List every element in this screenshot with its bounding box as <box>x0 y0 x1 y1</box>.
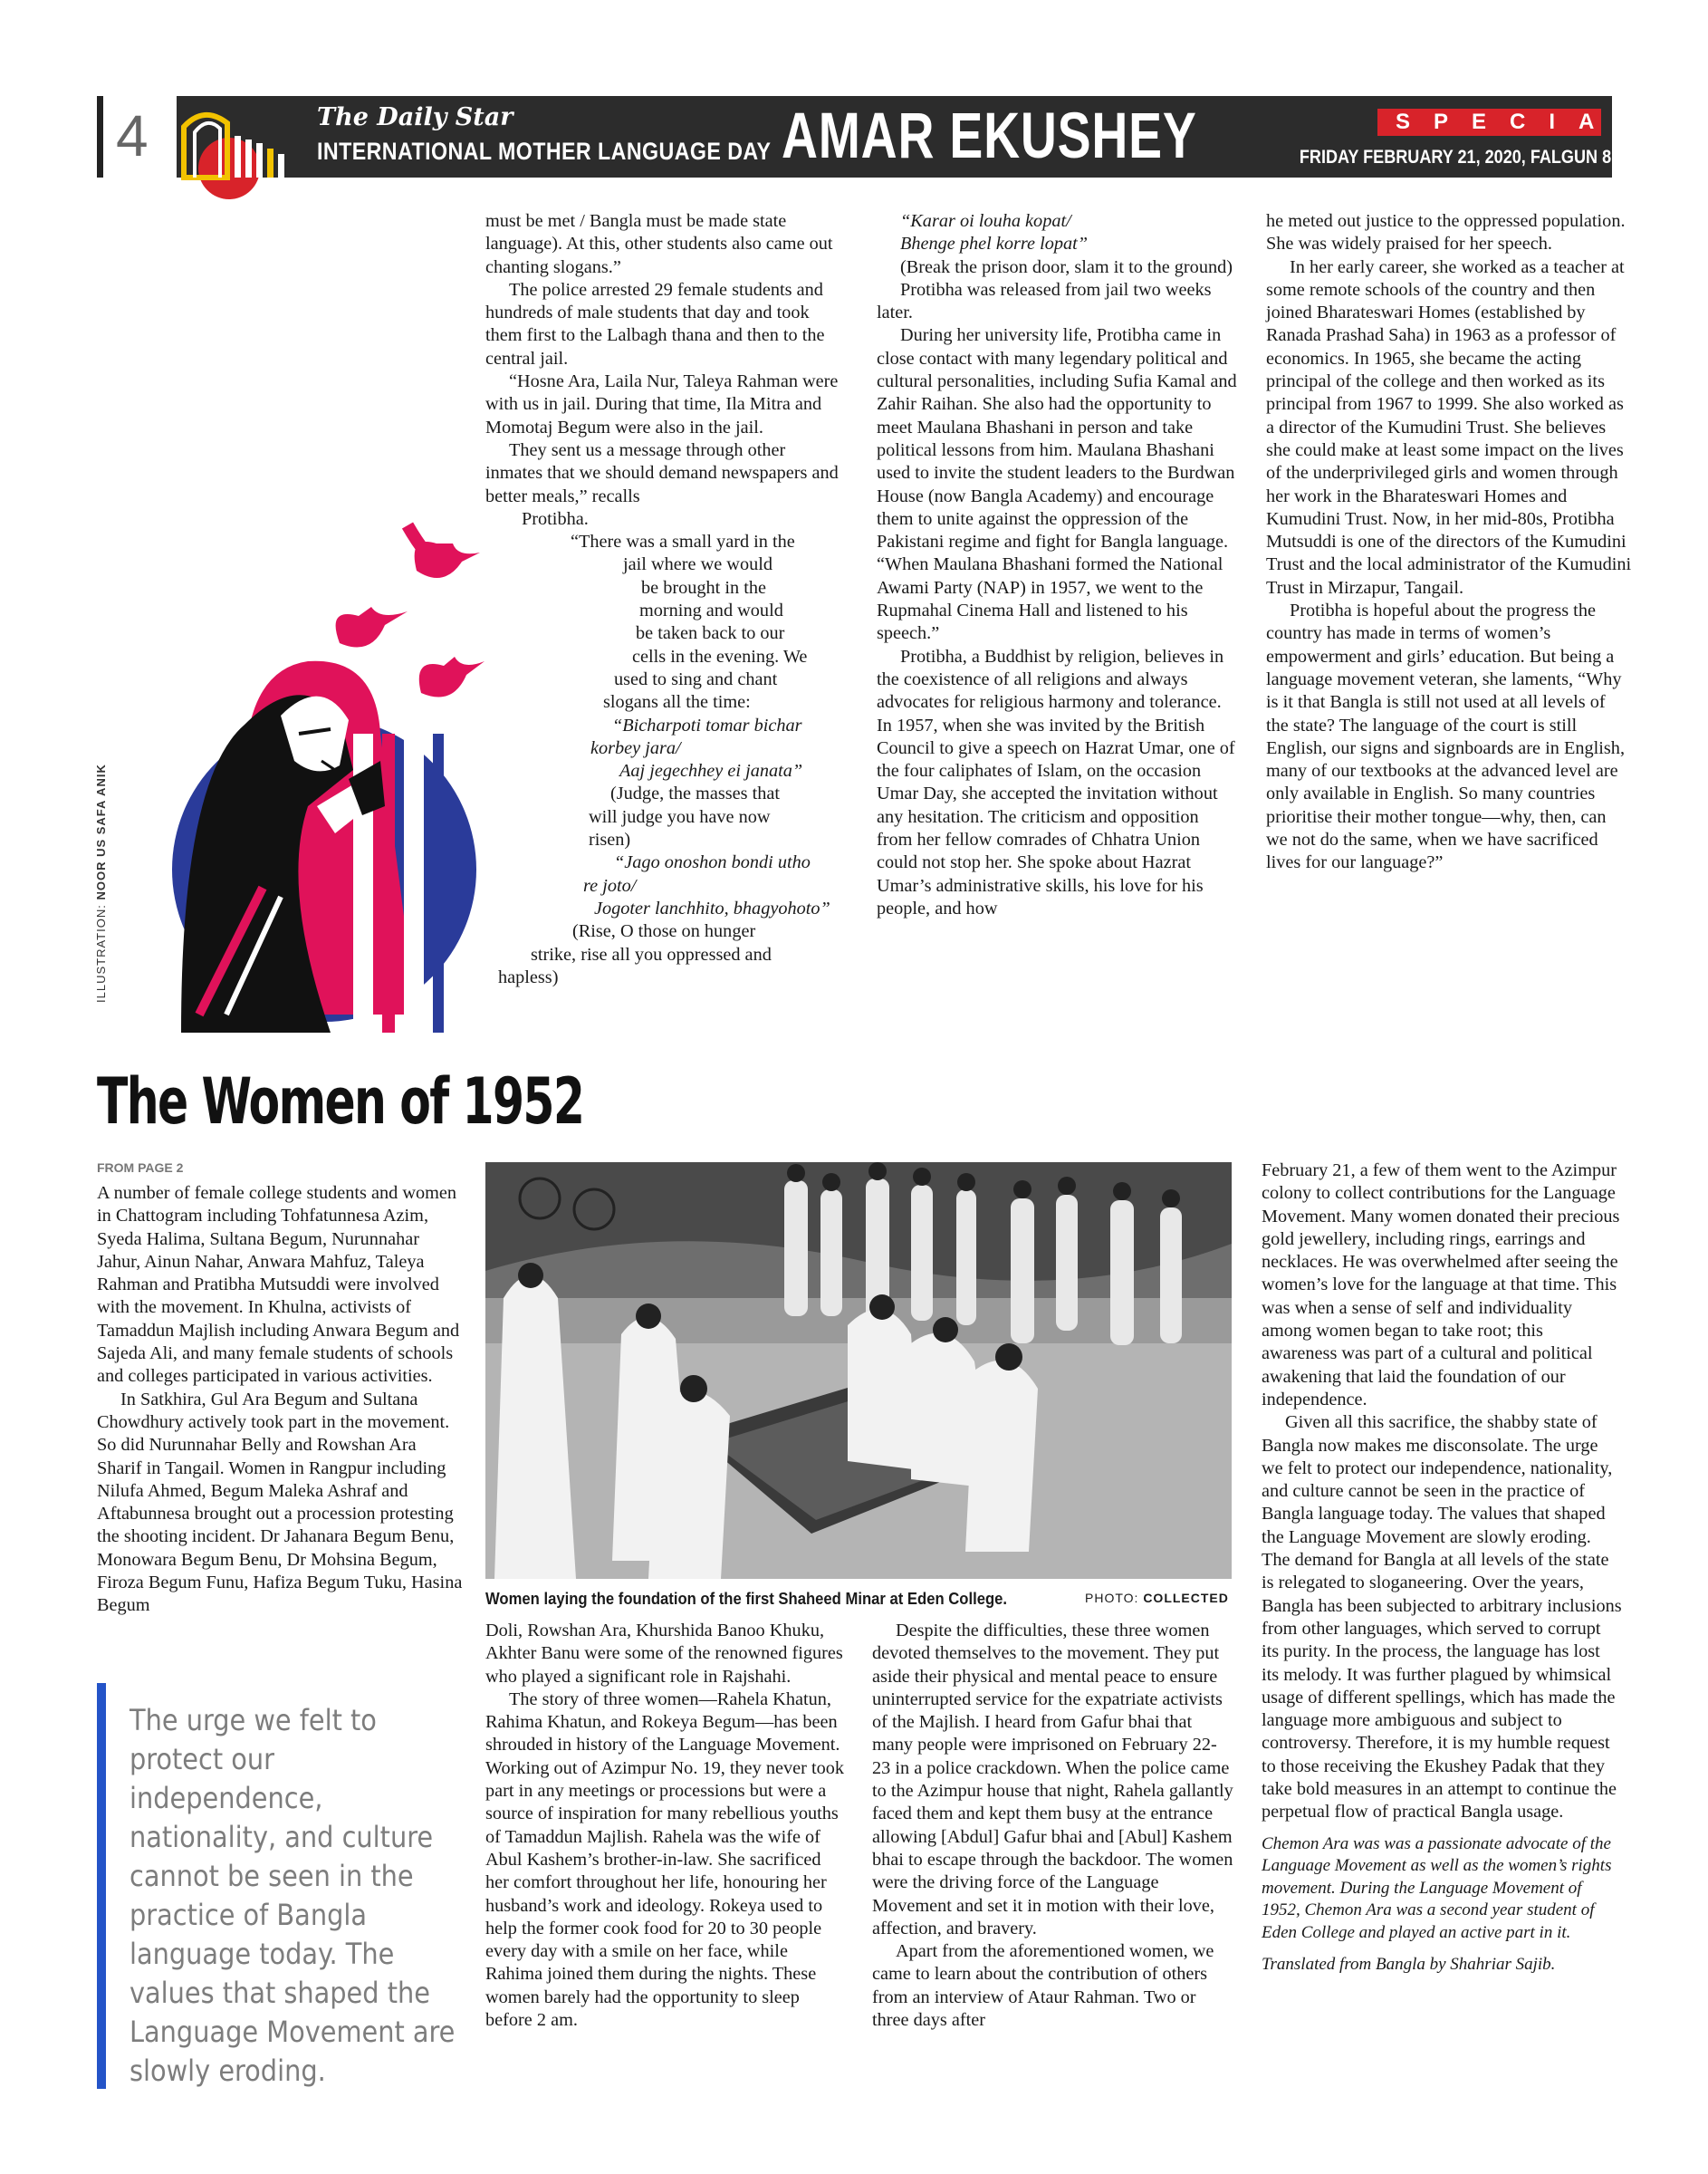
paragraph: In her early career, she worked as a teacher at some remote schools of the country and then joined Bharateswari Homes (established by Ranada Prashad Saha) in 1963 as a professor of economics. In 1965, she became the acting principal of the college and then worked as its principal from 1967 to 1999. She also worked as a director of the Kumudini Trust. She believes she could make at least some impact on the lives of the underprivileged girls and women through her work in the Bharateswari Homes and Kumudini Trust. Now, in her mid-80s, Protibha Mutsuddi is one of the directors of the Kumudini Trust and the local administrator of the Kumudini Trust in Mirzapur, Tangail. <box>1266 256 1632 598</box>
special-badge: SPECIAL <box>1377 109 1601 136</box>
headline: The Women of 1952 <box>97 1064 584 1139</box>
text-line: “Jago onoshon bondi utho <box>614 852 811 873</box>
article-column-4 <box>1262 1159 1622 1976</box>
text-line: jail where we would <box>623 554 773 575</box>
paragraph: (Break the prison door, slam it to the ground) <box>900 256 1233 277</box>
paragraph: “Hosne Ara, Laila Nur, Taleya Rahman were with us in jail. During that time, Ila Mitra and Momotaj Begum were also in the jail. <box>485 371 839 438</box>
paragraph: Protibha was released from jail two weeks later. <box>877 279 1212 323</box>
shaheed-minar-logo <box>177 96 303 178</box>
top-column-2 <box>877 210 1239 920</box>
paragraph: During her university life, Protibha came in close contact with many legendary political and cultural personalities, including Sufia Kamal and Zahir Raihan. She also had the opportunity to meet Maulana Bhashani in person and take political lessons from him. Maulana Bhashani used to invite the student leaders to the Burdwan House (now Bangla Academy) and encourage them to unite against the oppression of the Pakistani regime and fight for Bangla language. “When Maulana Bhashani formed the National Awami Party (NAP) in 1957, we went to the Rupmahal Cinema Hall and listened to his speech.” <box>877 325 1237 644</box>
text-line: Jogoter lanchhito, bhagyohoto” <box>594 898 830 919</box>
paragraph: he meted out justice to the oppressed population. She was widely praised for her speech. <box>1266 211 1626 255</box>
article-column-1 <box>97 1182 463 1618</box>
paragraph: Given all this sacrifice, the shabby state of Bangla now makes me disconsolate. The urge we felt to protect our independence, nationality, and culture cannot be seen in the practice of Bangla language today. The values that shaped the Language Movement are slowly eroding. The demand for Bangla at all levels of the state is relegated to sloganeering. Over the years, Bangla has been subjected to arbitrary inclusions from other languages, which served to corrupt its purity. In the process, the language has lost its melody. It was further plagued by whimsical usage of different spellings, which has made the language more ambiguous and subject to controversy. Therefore, it is my humble request to those receiving the Ekushey Padak that they take bold measures in an attempt to continue the perpetual flow of practical Bangla usage. <box>1262 1412 1622 1823</box>
text-line: be taken back to our <box>636 623 785 644</box>
text-line: (Judge, the masses that <box>610 784 780 804</box>
text-line: used to sing and chant <box>614 669 778 689</box>
issue-date: FRIDAY FEBRUARY 21, 2020, FALGUN 8, 1426 BS <box>1299 147 1684 168</box>
woman-illustration <box>145 507 543 1033</box>
photo-caption: Women laying the foundation of the first Shaheed Minar at Eden College. <box>485 1589 1008 1608</box>
paragraph: Despite the difficulties, these three women devoted themselves to the movement. They put aside their physical and mental peace to ensure uninterrupted service for the expatriate activists of the Majlish. I heard from Gafur bhai that many people were imprisoned on February 22-23 in a police crackdown. When the police came to the Azimpur house that night, Rahela gallantly faced them and kept them busy at the entrance allowing [Abdul] Gafur bhai and [Abul] Kashem bhai to escape through the backdoor. The women were the driving force of the Language Movement and set it in motion with their love, affection, and bravery. <box>872 1621 1233 1938</box>
article-column-3 <box>872 1620 1234 2032</box>
page-number: 4 <box>116 103 149 168</box>
pull-quote-bar <box>97 1683 106 2089</box>
paragraph: February 21, a few of them went to the Azimpur colony to collect contributions for the Language Movement. Many women donated their precious gold jewellery, including rings, earrings and necklaces. He was overwhelmed after seeing the women’s love for the language at that time. This was when a sense of self and individuality among women began to take root; this awareness was part of a cultural and political awakening that laid the foundation of our independence. <box>1262 1160 1620 1409</box>
masthead-banner <box>177 96 1684 178</box>
text-line: will judge you have now <box>589 806 771 827</box>
historic-photo <box>485 1162 1232 1579</box>
author-bio: Chemon Ara was was a passionate advocate of the Language Movement as well as the women’s rights movement. During the Language Movement of 1952, Chemon Ara was a second year student of Eden College and played an active part in it. <box>1262 1833 1612 1942</box>
paragraph: Apart from the aforementioned women, we came to learn about the contribution of others from an interview of Ataur Rahman. Two or three days after <box>872 1941 1214 2031</box>
article-column-2 <box>485 1620 846 2032</box>
text-line: be brought in the <box>641 577 766 598</box>
top-column-1 <box>485 210 839 989</box>
text-line: strike, rise all you oppressed and <box>531 944 772 965</box>
section-subtitle: INTERNATIONAL MOTHER LANGUAGE DAY <box>317 138 772 165</box>
pull-quote: The urge we felt to protect our independence, nationality, and culture cannot be seen in the practice of Bangla language today. The values that shaped the Language Movement are slowly eroding. <box>130 1703 456 2088</box>
top-column-3 <box>1266 210 1632 875</box>
brand-name: The Daily Star <box>317 103 513 131</box>
text-line: hapless) <box>498 967 559 987</box>
text-line: Bhenge phel korre lopat” <box>900 234 1089 255</box>
text-line: “Karar oi louha kopat/ <box>900 211 1071 231</box>
text-line: cells in the evening. We <box>632 646 808 667</box>
text-line: “Bicharpoti tomar bichar <box>612 715 802 736</box>
paragraph: A number of female college students and women in Chattogram including Tohfatunnesa Azim, Syeda Halima, Sultana Begum, Nurunnahar Jahur, Ainun Nahar, Anwara Mahfuz, Taleya Rahman and Pratibha Mutsuddi were involved with the movement. In Khulna, activists of Tamaddun Majlish including Anwara Begum and Sajeda Ali, and many female students of schools and colleges participated in various activities. <box>97 1183 460 1387</box>
text-line: Aaj jegechhey ei janata” <box>619 761 803 782</box>
text-line: risen) <box>589 830 631 851</box>
text-line: Protibha. <box>522 508 589 529</box>
paragraph: Doli, Rowshan Ara, Khurshida Banoo Khuku, Akhter Banu were some of the renowned figures who played a significant role in Rajshahi. <box>485 1621 843 1687</box>
paragraph: The police arrested 29 female students and hundreds of male students that day and took them first to the Lalbagh thana and then to the central jail. <box>485 279 825 369</box>
text-line: (Rise, O those on hunger <box>572 921 756 942</box>
paragraph: They sent us a message through other inmates that we should demand newspapers and better meals,” recalls <box>485 439 839 506</box>
text-line: re joto/ <box>583 875 637 896</box>
photo-credit: PHOTO: COLLECTED <box>1085 1591 1229 1605</box>
paragraph: Protibha is hopeful about the progress the country has made in terms of women’s empowerment and girls’ education. But being a language movement veteran, she laments, “Why is it that Bangla is still not used at all levels of the state? The language of the court is still English, our signs and signboards are in English, many of our textbooks at the advanced level are only available in English. So many countries prioritise their mother tongue—why, then, can we not do the same, when we have sacrificed lives for our language?” <box>1266 601 1626 873</box>
translator-credit: Translated from Bangla by Shahriar Sajib. <box>1262 1955 1556 1975</box>
illustration-credit: ILLUSTRATION: NOOR US SAFA ANIK <box>94 764 108 1003</box>
text-line: morning and would <box>639 601 783 621</box>
paragraph: In Satkhira, Gul Ara Begum and Sultana Chowdhury actively took part in the movement. So did Nurunnahar Belly and Rowshan Ara Sharif in Tangail. Women in Rangpur including Nilufa Ahmed, Begum Maleka Ashraf and Aftabunnesa brought out a procession protesting the shooting incident. Dr Jahanara Begum Benu, Monowara Begum Benu, Dr Mohsina Begum, Firoza Begum Funu, Hafiza Begum Tuku, Hasina Begum <box>97 1389 463 1616</box>
page-number-bar <box>97 96 103 178</box>
paragraph: Protibha, a Buddhist by religion, believes in the coexistence of all religions and always advocates for religious harmony and tolerance. In 1957, when she was invited by the British Council to give a speech on Hazrat Umar, one of the four caliphates of Islam, on the occasion Umar Day, she accepted the invitation without any hesitation. The criticism and opposition from her fellow comrades of Chhatra Union could not stop her. She spoke about Hazrat Umar’s administrative skills, his love for his people, and how <box>877 646 1235 919</box>
text-line: “There was a small yard in the <box>571 532 795 553</box>
continued-from-label: FROM PAGE 2 <box>97 1160 184 1175</box>
text-line: korbey jara/ <box>590 737 681 758</box>
section-title: AMAR EKUSHEY <box>782 101 1197 172</box>
text-line: slogans all the time: <box>603 692 751 713</box>
paragraph: The story of three women—Rahela Khatun, Rahima Khatun, and Rokeya Begum—has been shrouded in history of the Language Movement. Working out of Azimpur No. 19, they never took part in any meetings or processions but were a source of inspiration for many rebellious youths of Tamaddun Majlish. Rahela was the wife of Abul Kashem’s brother-in-law. She sacrificed her comfort throughout her life, honouring her husband’s work and ideology. Rokeya used to help the former cook food for 20 to 30 people every day with a smile on her face, while Rahima joined them during the nights. These women barely had the opportunity to sleep before 2 am. <box>485 1688 845 2031</box>
paragraph: must be met / Bangla must be made state language). At this, other students also came out chanting slogans.” <box>485 211 833 277</box>
